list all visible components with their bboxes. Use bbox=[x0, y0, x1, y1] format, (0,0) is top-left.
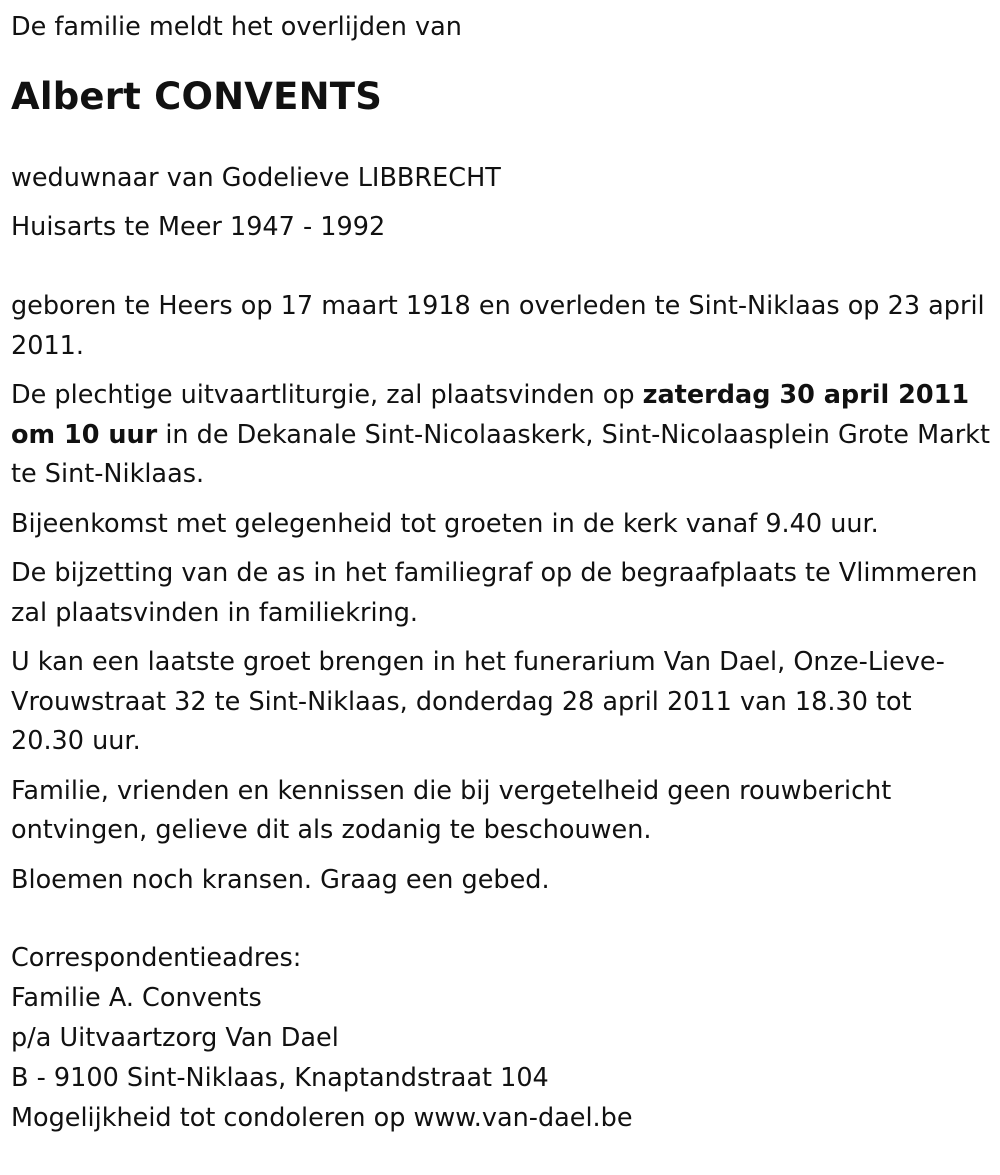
intro-text: De familie meldt het overlijden van bbox=[11, 12, 462, 42]
deceased-name: Albert CONVENTS bbox=[11, 75, 383, 118]
burial-paragraph: De bijzetting van de as in het familiegraf op de begraafplaats te Vlimmeren zal plaatsvinden in familiekring. bbox=[11, 558, 978, 628]
notice-paragraph: Familie, vrienden en kennissen die bij vergetelheid geen rouwbericht ontvingen, gelieve dit als zodanig te beschouwen. bbox=[11, 775, 892, 845]
birth-death-paragraph: geboren te Heers op 17 maart 1918 en overleden te Sint-Niklaas op 23 april 2011. bbox=[11, 291, 985, 361]
address-line: B - 9100 Sint-Niklaas, Knaptandstraat 104 bbox=[11, 1063, 549, 1093]
correspondence-heading: Correspondentieadres: bbox=[11, 943, 302, 973]
profession-detail: Huisarts te Meer 1947 - 1992 bbox=[11, 212, 386, 242]
flowers-paragraph: Bloemen noch kransen. Graag een gebed. bbox=[11, 864, 550, 895]
correspondence-address bbox=[11, 938, 990, 1138]
visitation-paragraph: U kan een laatste groet brengen in het funerarium Van Dael, Onze-Lieve-Vrouwstraat 32 te Sint-Niklaas, donderdag 28 april 2011 van 18.30 tot 20.30 uur. bbox=[11, 647, 945, 756]
address-line: Familie A. Convents bbox=[11, 983, 262, 1013]
funeral-text-after: in de Dekanale Sint-Nicolaaskerk, Sint-Nicolaasplein Grote Markt te Sint-Niklaas. bbox=[11, 419, 990, 489]
spouse-detail: weduwnaar van Godelieve LIBBRECHT bbox=[11, 163, 501, 193]
funeral-date-time: zaterdag 30 april 2011 om 10 uur bbox=[11, 380, 970, 450]
gathering-paragraph: Bijeenkomst met gelegenheid tot groeten in de kerk vanaf 9.40 uur. bbox=[11, 508, 879, 539]
obituary-body bbox=[11, 287, 990, 900]
address-line: p/a Uitvaartzorg Van Dael bbox=[11, 1023, 339, 1053]
condolence-line: Mogelijkheid tot condoleren op www.van-dael.be bbox=[11, 1103, 633, 1133]
funeral-paragraph bbox=[11, 376, 990, 495]
funeral-text-before: De plechtige uitvaartliturgie, zal plaatsvinden op bbox=[11, 380, 643, 410]
